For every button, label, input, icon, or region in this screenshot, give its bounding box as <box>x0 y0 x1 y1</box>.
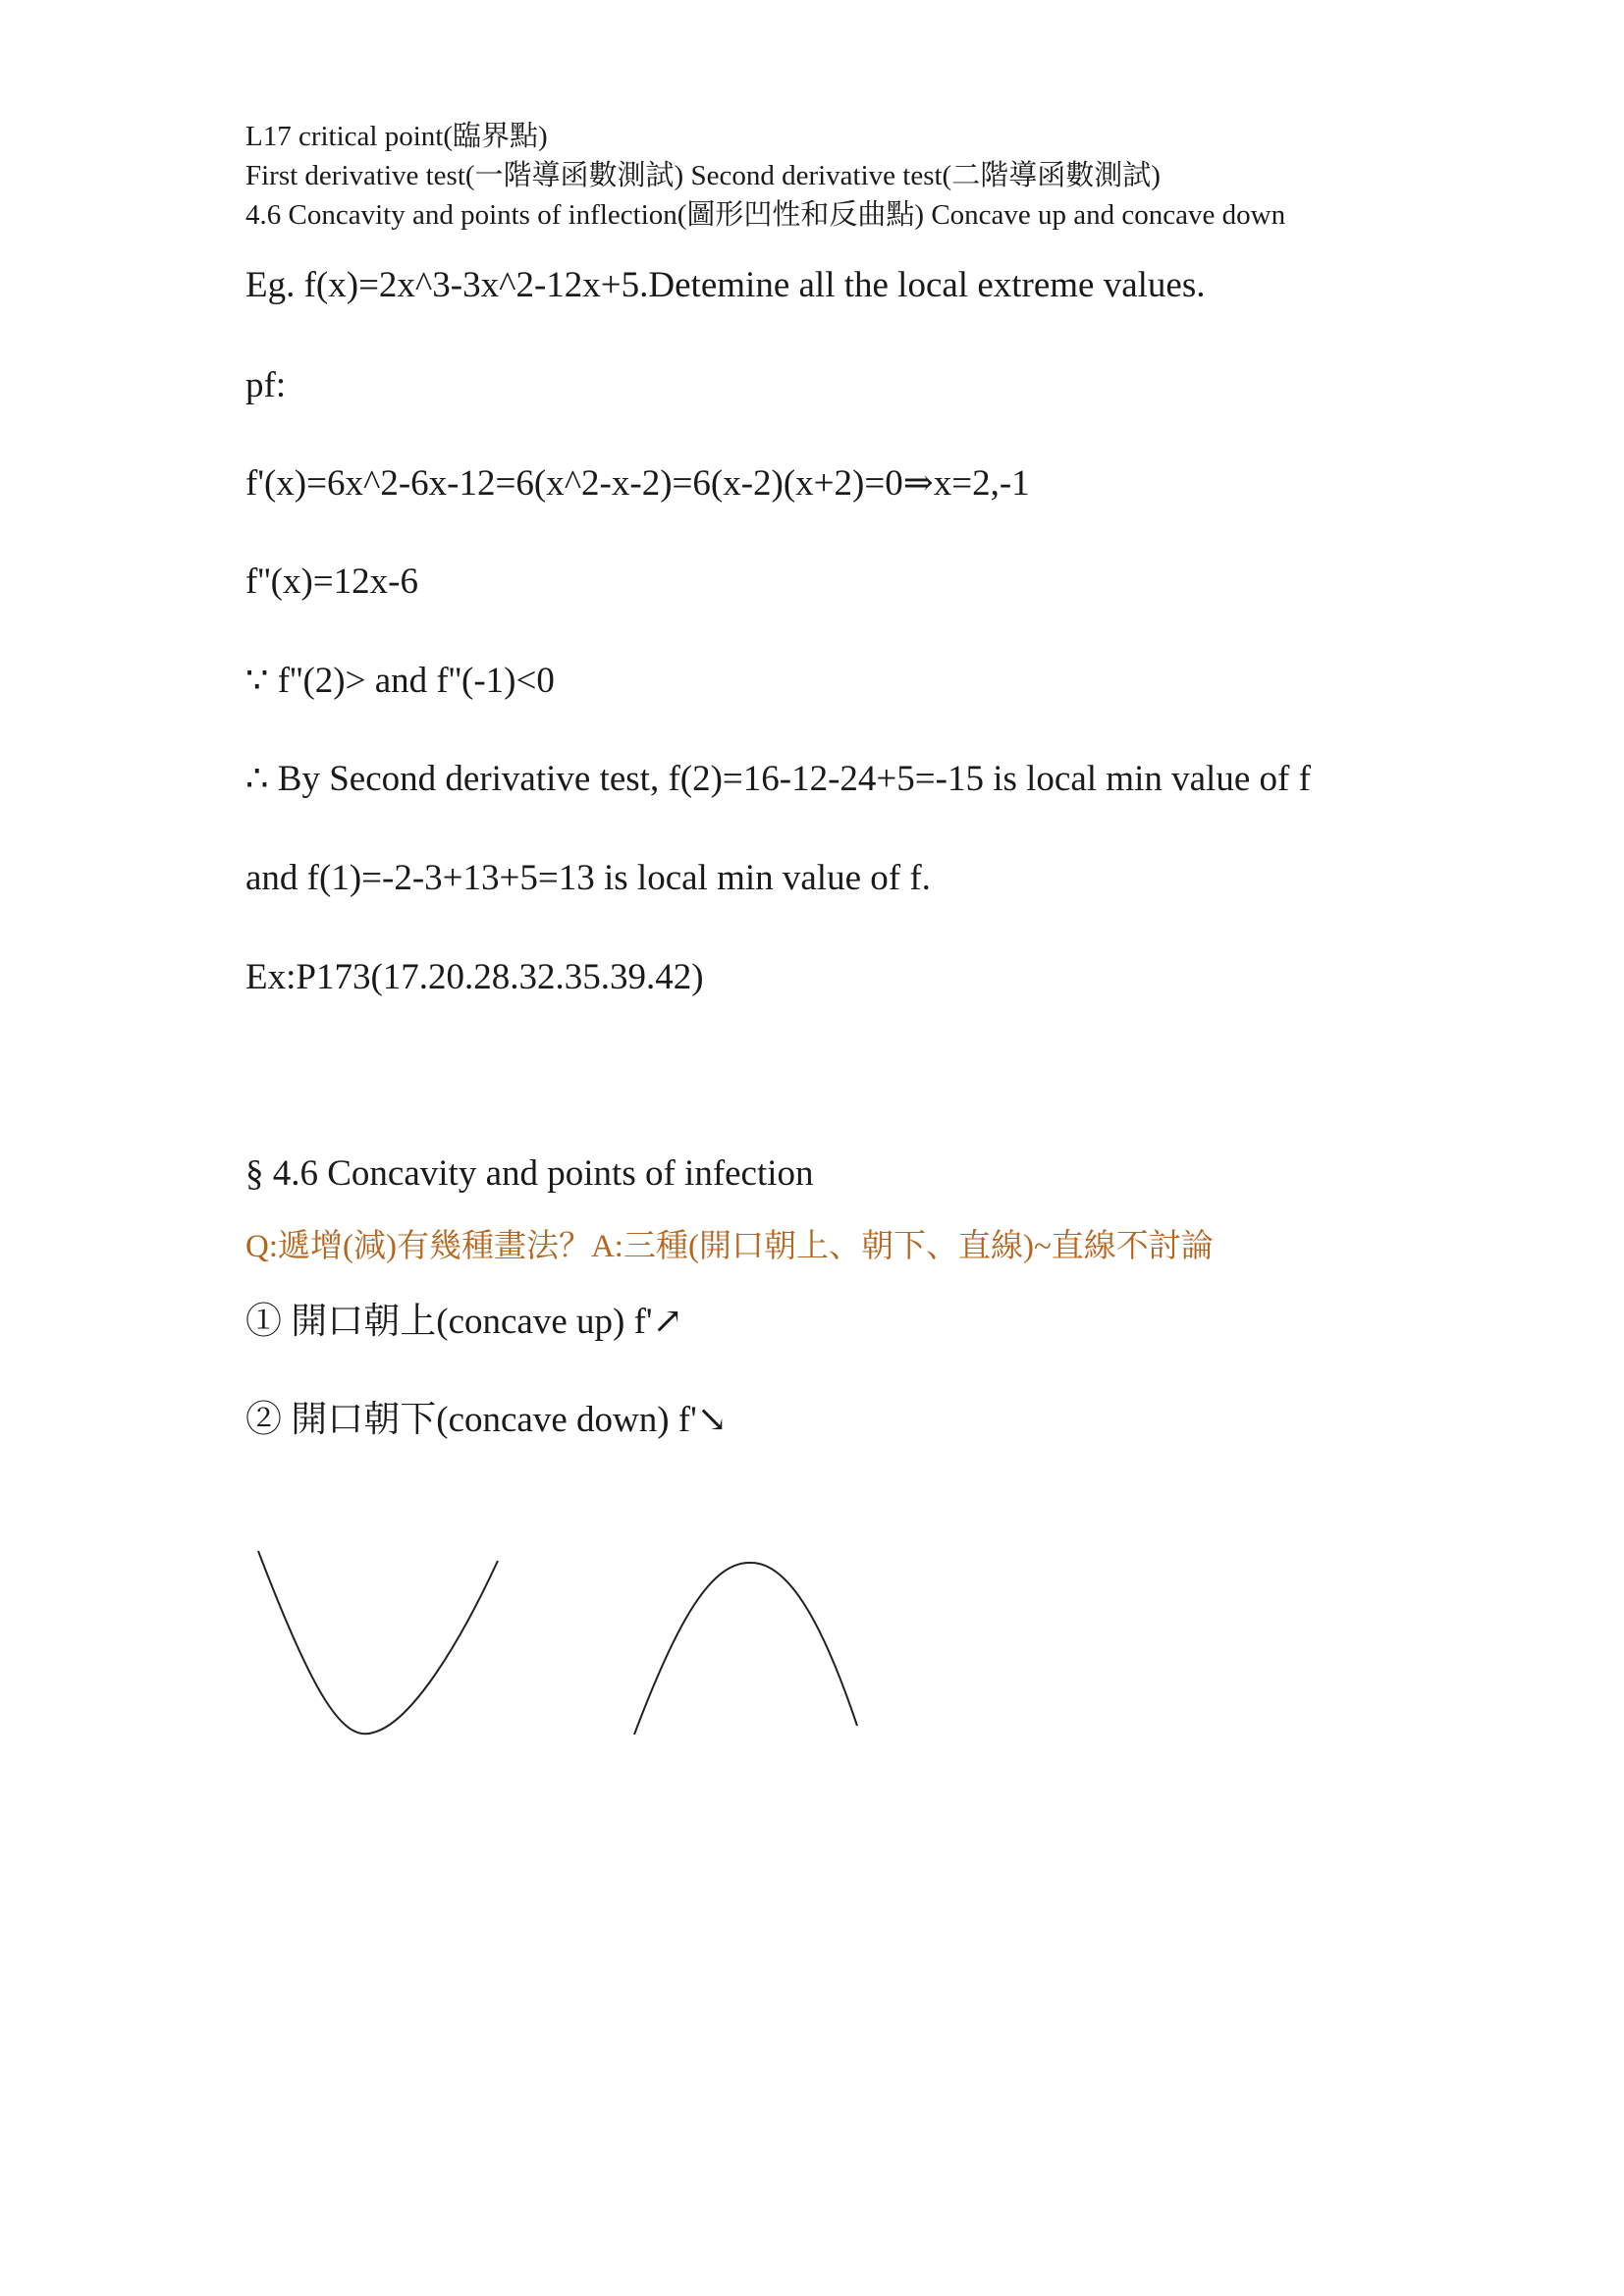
concave-down-curve <box>634 1563 857 1735</box>
concave-down-item: ② 開口朝下(concave down) f'↘ <box>245 1400 728 1440</box>
proof-label: pf: <box>245 365 287 405</box>
concavity-heading: 4.6 Concavity and points of inflection(圖形凹性和反曲點) Concave up and concave down <box>245 199 1286 231</box>
question-line: Q:遞增(減)有幾種畫法？A:三種(開口朝上、朝下、直線)~直線不討論 <box>245 1229 1214 1264</box>
because-step: ∵ f''(2)> and f''(-1)<0 <box>245 661 555 701</box>
concave-up-curve <box>258 1551 498 1734</box>
example-problem: Eg. f(x)=2x^3-3x^2-12x+5.Detemine all the local extreme values. <box>245 265 1206 305</box>
conclusion-step: and f(1)=-2-3+13+5=13 is local min value of f. <box>245 858 931 898</box>
derivative-tests-heading: First derivative test(一階導函數測試) Second derivative test(二階導函數測試) <box>245 160 1161 191</box>
therefore-step: ∴ By Second derivative test, f(2)=16-12-24+5=-15 is local min value of f <box>245 759 1311 799</box>
first-derivative-step: f'(x)=6x^2-6x-12=6(x^2-x-2)=6(x-2)(x+2)=0⇒x=2,-1 <box>245 463 1030 504</box>
concave-up-item: ① 開口朝上(concave up) f'↗ <box>245 1302 683 1342</box>
section-title: § 4.6 Concavity and points of infection <box>245 1153 814 1194</box>
exercise-reference: Ex:P173(17.20.28.32.35.39.42) <box>245 957 704 997</box>
second-derivative-step: f''(x)=12x-6 <box>245 561 418 602</box>
lecture-title: L17 critical point(臨界點) <box>245 121 548 152</box>
